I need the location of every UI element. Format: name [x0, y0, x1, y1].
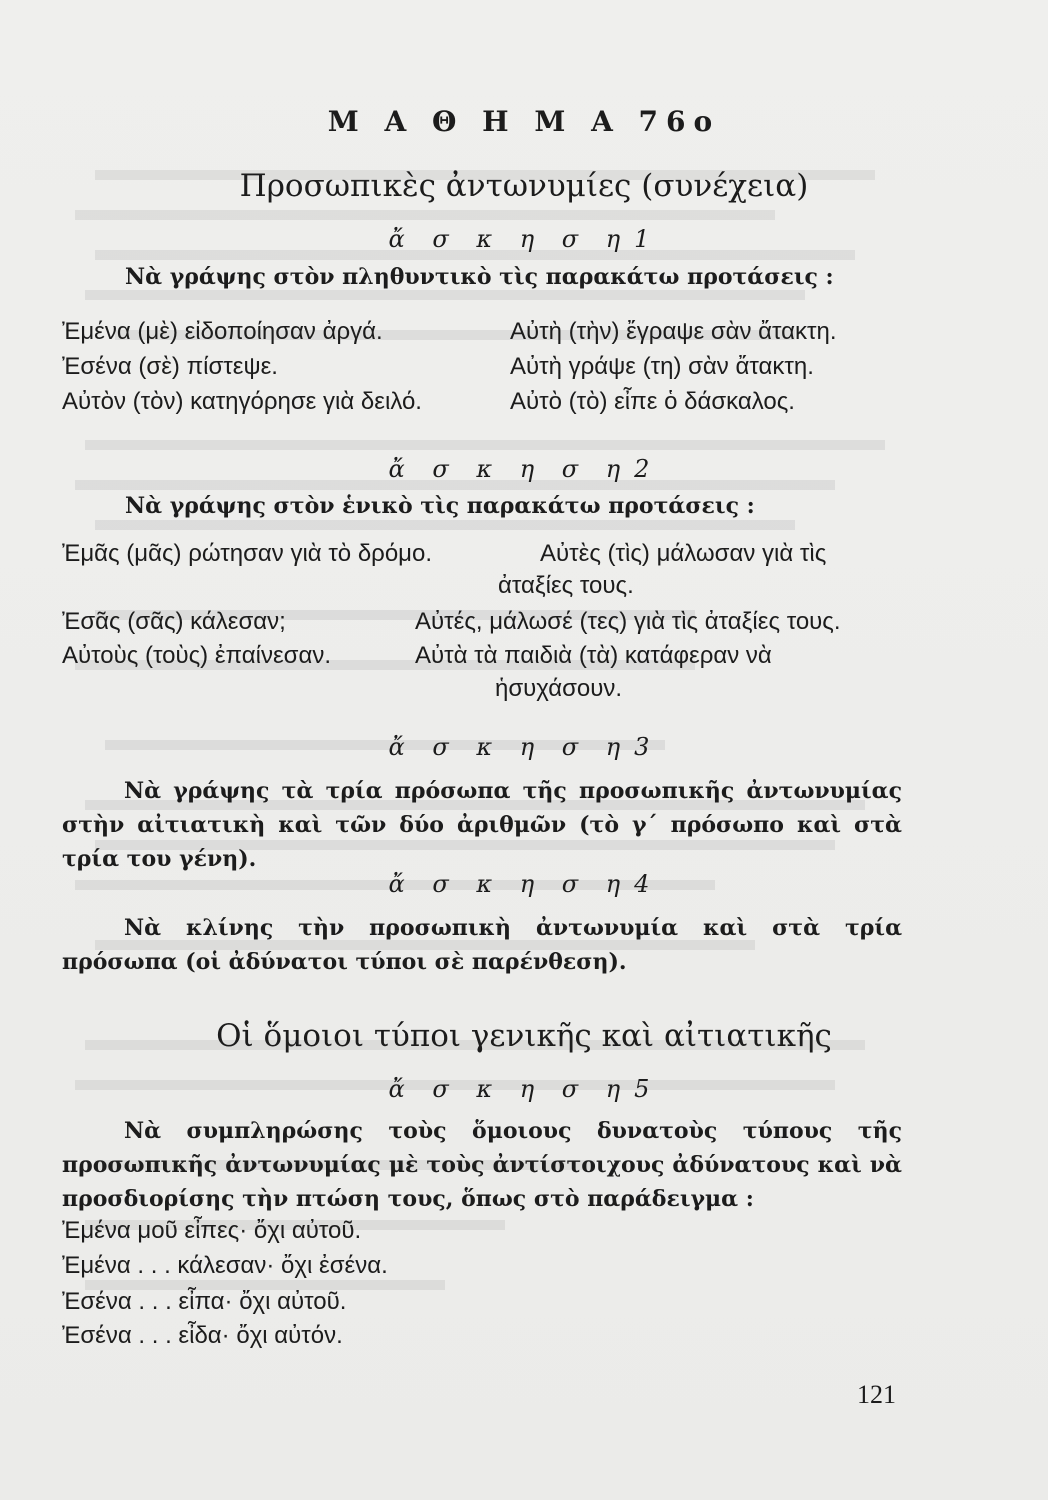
- exercise-5-instruction: Νὰ συμπληρώσης τοὺς ὅμοιους δυνατοὺς τύπους τῆς προσωπικῆς ἀντωνυμίας μὲ τοὺς ἀντίστοιχους ἀδύνατους καὶ νὰ προσδιορίσης τὴν πτώση τους, ὅπως στὸ παράδειγμα :: [62, 1118, 902, 1212]
- exercise-label-text: ἄ σ κ η σ η: [388, 1075, 631, 1103]
- ex5-row-3: Ἐσένα . . . εἶπα· ὄχι αὐτοῦ.: [62, 1288, 347, 1315]
- ex5-row-1: Ἐμένα μοῦ εἶπες· ὄχι αὐτοῦ.: [62, 1217, 362, 1244]
- exercise-label-text: ἄ σ κ η σ η: [388, 733, 631, 761]
- exercise-number: 3: [634, 733, 660, 761]
- exercise-number: 1: [634, 225, 660, 253]
- ex1-row-1-left: Ἐμένα (μὲ) εἰδοποίησαν ἀργά.: [62, 318, 383, 345]
- exercise-number: 5: [634, 1075, 660, 1103]
- ex1-row-3-right: Αὐτὸ (τὸ) εἶπε ὁ δάσκαλος.: [510, 388, 795, 415]
- exercise-1-label: [0, 225, 1048, 253]
- ex2-row-2-left: Ἐσᾶς (σᾶς) κάλεσαν;: [62, 608, 286, 635]
- ex1-row-2-left: Ἐσένα (σὲ) πίστεψε.: [62, 353, 278, 380]
- exercise-label-text: ἄ σ κ η σ η: [388, 870, 631, 898]
- exercise-1-instruction: Νὰ γράψης στὸν πληθυντικὸ τὶς παρακάτω προτάσεις :: [125, 264, 834, 290]
- exercise-2-instruction: Νὰ γράψης στὸν ἑνικὸ τὶς παρακάτω προτάσεις :: [125, 493, 755, 519]
- exercise-3-instruction: Νὰ γράψης τὰ τρία πρόσωπα τῆς προσωπικῆς ἀντωνυμίας στὴν αἰτιατικὴ καὶ τῶν δύο ἀριθμῶν (τὸ γ΄ πρόσωπο καὶ στὰ τρία του γένη).: [62, 778, 902, 872]
- exercise-4-instruction: Νὰ κλίνης τὴν προσωπικὴ ἀντωνυμία καὶ στὰ τρία πρόσωπα (οἱ ἀδύνατοι τύποι σὲ παρένθεση).: [62, 915, 902, 975]
- page-number: 121: [857, 1380, 896, 1409]
- exercise-label-text: ἄ σ κ η σ η: [388, 225, 631, 253]
- ex2-row-3-right-cont: ἡσυχάσουν.: [495, 675, 623, 702]
- ex2-row-1-left: Ἐμᾶς (μᾶς) ρώτησαν γιὰ τὸ δρόμο.: [62, 540, 433, 567]
- ex2-row-3-left: Αὐτοὺς (τοὺς) ἐπαίνεσαν.: [62, 642, 331, 669]
- ex1-row-1-right: Αὐτὴ (τὴν) ἔγραψε σὰν ἄτακτη.: [510, 318, 837, 345]
- exercise-5-label: [0, 1075, 1048, 1103]
- page-title: Προσωπικὲς ἀντωνυμίες (συνέχεια): [239, 168, 809, 204]
- exercise-number: 4: [634, 870, 660, 898]
- ex1-row-3-left: Αὐτὸν (τὸν) κατηγόρησε γιὰ δειλό.: [62, 388, 422, 415]
- ex2-row-2-right: Αὐτές, μάλωσέ (τες) γιὰ τὶς ἀταξίες τους.: [415, 608, 841, 635]
- exercise-3-label: [0, 733, 1048, 761]
- ex2-row-3-right: Αὐτὰ τὰ παιδιὰ (τὰ) κατάφεραν νὰ: [415, 642, 772, 669]
- ex5-row-2: Ἐμένα . . . κάλεσαν· ὄχι ἐσένα.: [62, 1252, 388, 1279]
- exercise-4-label: [0, 870, 1048, 898]
- exercise-label-text: ἄ σ κ η σ η: [388, 455, 631, 483]
- ex2-row-1-right-cont: ἀταξίες τους.: [498, 572, 634, 599]
- section-subtitle: Οἱ ὅμοιοι τύποι γενικῆς καὶ αἰτιατικῆς: [216, 1018, 832, 1054]
- lesson-heading: Μ Α Θ Η Μ Α 76ο: [327, 105, 721, 138]
- exercise-2-label: [0, 455, 1048, 483]
- ex5-row-4: Ἐσένα . . . εἶδα· ὄχι αὐτόν.: [62, 1322, 343, 1349]
- ex1-row-2-right: Αὐτὴ γράψε (τη) σὰν ἄτακτη.: [510, 353, 814, 380]
- exercise-number: 2: [634, 455, 660, 483]
- ex2-row-1-right: Αὐτὲς (τὶς) μάλωσαν γιὰ τὶς: [540, 540, 827, 567]
